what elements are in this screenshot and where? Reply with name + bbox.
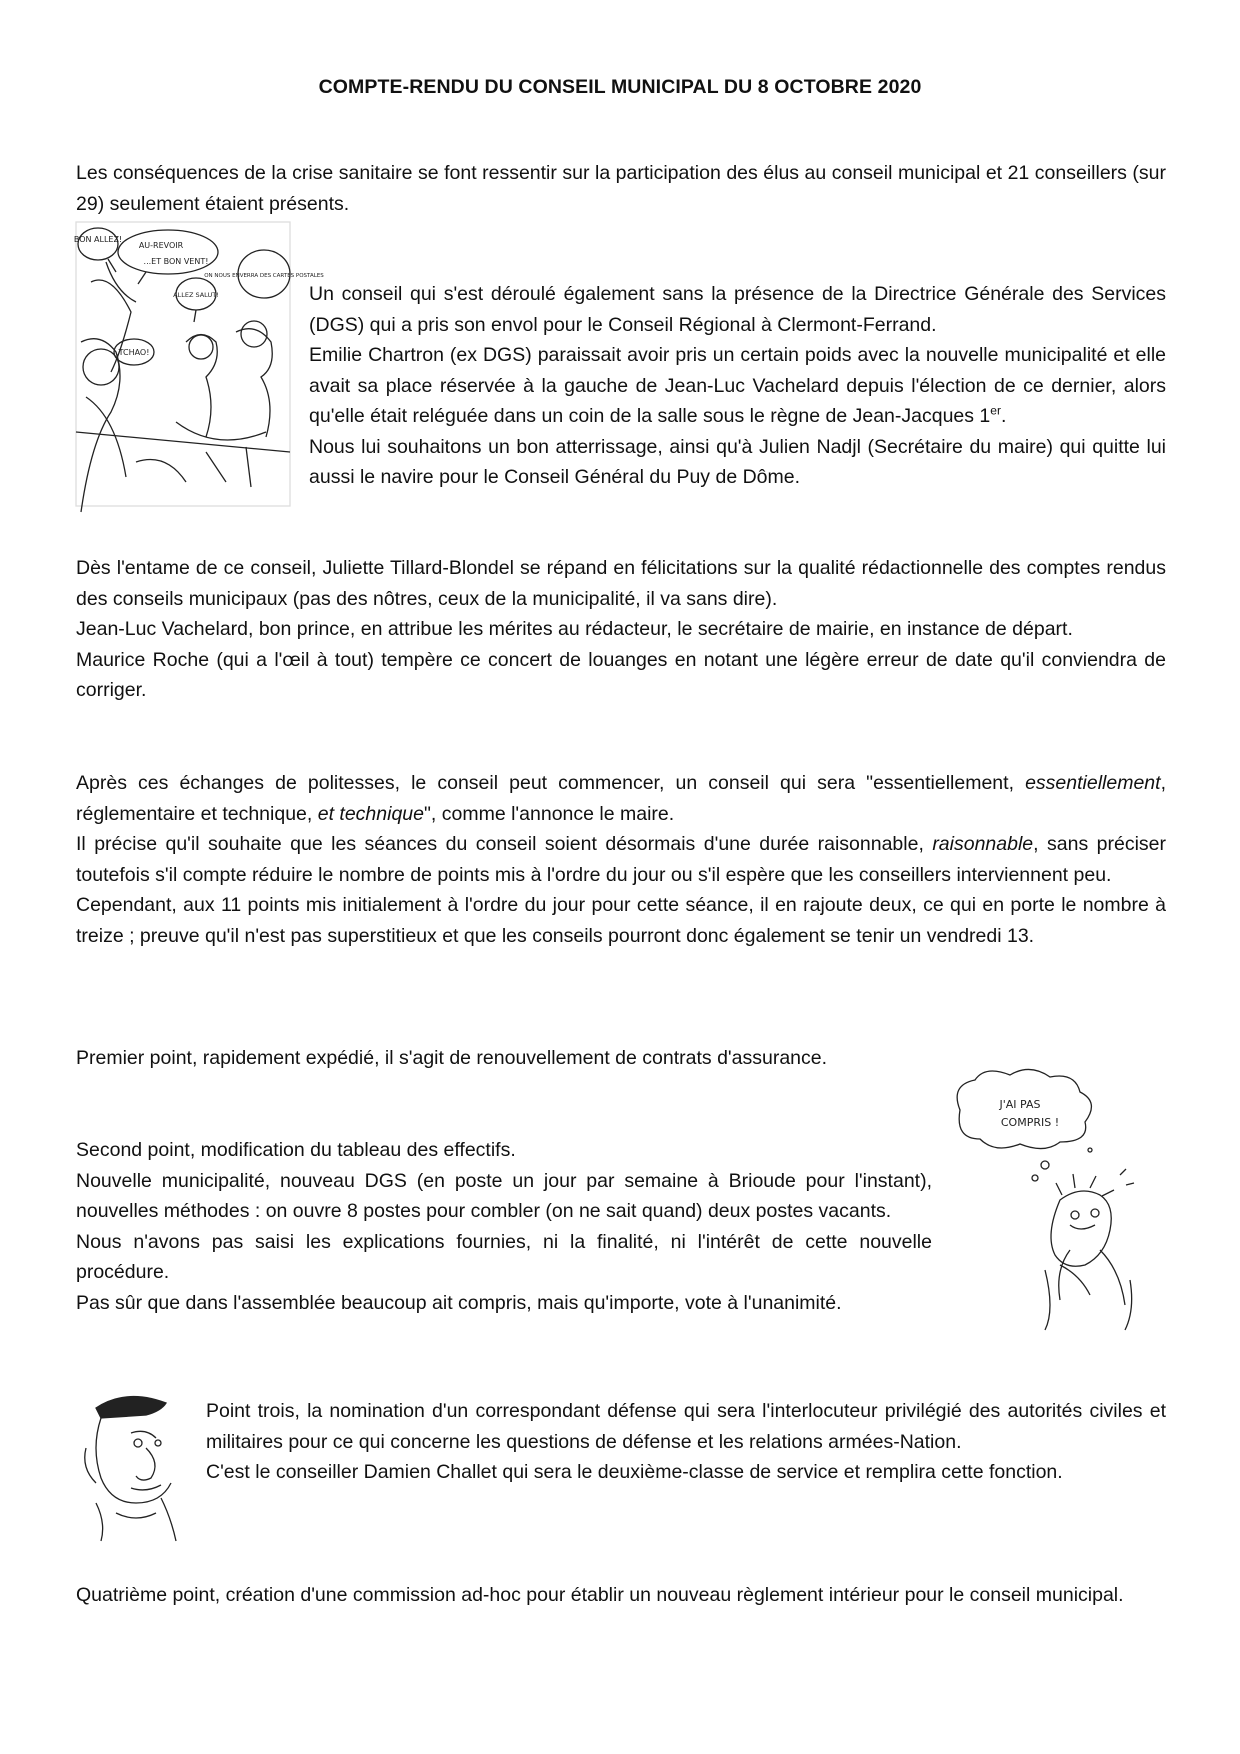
point-one-text: Premier point, rapidement expédié, il s'agit de renouvellement de contrats d'assurance. [76,1047,828,1069]
intro-text: Les conséquences de la crise sanitaire se font ressentir sur la participation des élus au conseil municipal et 21 conseillers (sur 29) seulement étaient présents. [76,162,1166,215]
bubble-compris: COMPRIS ! [1000,1116,1060,1129]
point-two-paragraph [76,1135,932,1318]
compliments-text-3: Maurice Roche (qui a l'œil à tout) tempère ce concert de louanges en notant une légère erreur de date qu'il conviendra de corriger. [76,648,1166,701]
point-two-text-2: Nouvelle municipalité, nouveau DGS (en poste un jour par semaine à Brioude pour l'instant), nouvelles méthodes : on ouvre 8 postes pour combler (on ne sait quand) deux postes vacants. [76,1169,932,1222]
bubble-bon-vent: ...ET BON VENT! [143,257,209,266]
point-two-text-3: Nous n'avons pas saisi les explications fournies, ni la finalité, ni l'intérêt de cette nouvelle procédure. [76,1230,932,1283]
council-start-text-3: Cependant, aux 11 points mis initialement à l'ordre du jour pour cette séance, il en rajoute deux, ce qui en porte le nombre à treize ; preuve qu'il n'est pas superstitieux et que les conseils pourront donc également se tenir un vendredi 13. [76,894,1166,947]
bubble-allez-salut: ALLEZ SALUT! [173,291,219,299]
farewell-cartoon-drawing [73,222,324,506]
dgs-paragraph [309,279,1166,493]
compliments-text-1: Dès l'entame de ce conseil, Juliette Tillard-Blondel se répand en félicitations sur la qualité rédactionnelle des comptes rendus des conseils municipaux (pas des nôtres, ceux de la municipalité, il va sans dire). [76,557,1166,610]
dgs-text-2-end: . [1000,405,1007,427]
start-1c: ", comme l'annonce le maire. [424,802,675,825]
farewell-cartoon-image [73,222,324,506]
soldier-cartoon-image [76,1388,186,1542]
point-four-text: Quatrième point, création d'une commission ad-hoc pour établir un nouveau règlement intérieur pour le conseil municipal. [76,1584,1124,1606]
start-2a: Il précise qu'il souhaite que les séances du conseil soient désormais d'une durée raisonnable, [76,833,933,855]
dgs-text-2-sup: er [990,403,1001,418]
point-three-paragraph [206,1396,1166,1488]
compliments-text-2: Jean-Luc Vachelard, bon prince, en attribue les mérites au rédacteur, le secrétaire de mairie, en instance de départ. [76,618,1073,640]
bubble-tchao: TCHAO! [118,348,150,357]
point-three-text-2: C'est le conseiller Damien Challet qui sera le deuxième-classe de service et remplira cette fonction. [206,1461,1063,1483]
confused-man-cartoon-image [950,1070,1150,1330]
point-two-text-4: Pas sûr que dans l'assemblée beaucoup ait compris, mais qu'importe, vote à l'unanimité. [76,1291,842,1314]
start-1a: Après ces échanges de politesses, le conseil peut commencer, un conseil qui sera "essentiellement, [76,772,1026,794]
soldier-drawing [76,1388,186,1542]
dgs-text-1: Un conseil qui s'est déroulé également sans la présence de la Directrice Générale des Services (DGS) qui a pris son envol pour le Conseil Régional à Clermont-Ferrand. [309,283,1166,336]
bubble-au-revoir: AU-REVOIR [138,241,184,250]
dgs-text-2 [309,340,1166,432]
point-two-text-1: Second point, modification du tableau des effectifs. [76,1139,516,1161]
bubble-jai-pas: J'AI PAS [999,1098,1041,1111]
confused-man-drawing [950,1070,1150,1330]
council-start-text-1 [76,768,1166,829]
point-four-paragraph [76,1580,1166,1611]
bubble-bon: BON ALLEZ! [73,235,123,244]
point-three-text-1: Point trois, la nomination d'un correspondant défense qui sera l'interlocuteur privilégié des autorités civiles et militaires pour ce qui concerne les questions de défense et les relations armées-Nation. [206,1400,1166,1453]
dgs-text-2-body: Emilie Chartron (ex DGS) paraissait avoir pris un certain poids avec la nouvelle municipalité et elle avait sa place réservée à la gauche de Jean-Luc Vachelard depuis l'élection de ce dernier, alors qu'elle était reléguée dans un coin de la salle sous le règne de Jean-Jacques 1 [309,344,1166,427]
start-2-em: raisonnable [932,833,1034,855]
start-1-em1: essentiellement [1025,772,1161,794]
start-2b: , sans préciser toutefois s'il compte réduire le nombre de points mis à l'ordre du jour ou s'il espère que les conseillers interviennent peu. [76,833,1166,886]
dgs-text-3: Nous lui souhaitons un bon atterrissage, ainsi qu'à Julien Nadjl (Secrétaire du maire) qui quitte lui aussi le navire pour le Conseil Général du Puy de Dôme. [309,435,1166,488]
bubble-cartes-postales: ON NOUS ENVERRA DES CARTES POSTALES [204,273,324,279]
point-one-paragraph [76,1043,932,1074]
council-start-paragraph [76,768,1166,951]
page-title: COMPTE-RENDU DU CONSEIL MUNICIPAL DU 8 OCTOBRE 2020 [318,76,922,98]
compliments-paragraph [76,553,1166,706]
intro-paragraph [76,158,1166,219]
start-1-em2: et technique [317,802,424,825]
council-start-text-2 [76,829,1166,890]
start-1b: , réglementaire et technique, [76,772,1166,825]
